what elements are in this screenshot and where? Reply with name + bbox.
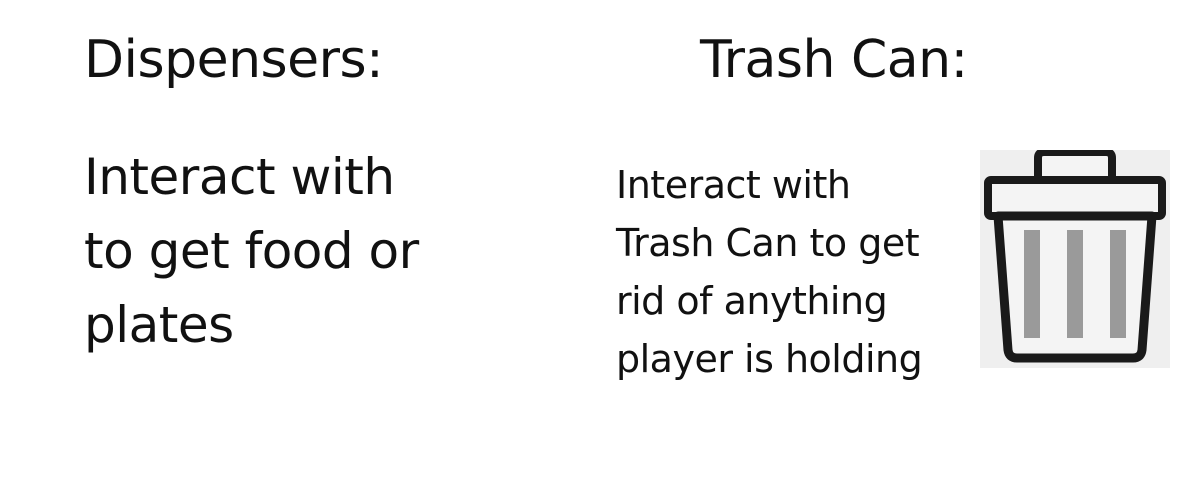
lid-handle (1038, 152, 1112, 180)
trash-can-icon (980, 150, 1170, 368)
dispensers-line-1: Interact with (84, 148, 395, 206)
trash-can-heading: Trash Can: (700, 30, 968, 90)
can-stripe (1067, 230, 1083, 338)
can-stripe (1110, 230, 1126, 338)
trash-can-line-3: rid of anything (616, 279, 888, 323)
trash-can-line-2: Trash Can to get (616, 221, 920, 265)
trash-can-line-1: Interact with (616, 163, 851, 207)
can-stripe (1024, 230, 1040, 338)
trash-can-description (616, 156, 922, 388)
dispensers-line-2: to get food or (84, 222, 419, 280)
trash-can-line-4: player is holding (616, 337, 923, 381)
lid (988, 180, 1162, 216)
dispensers-line-3: plates (84, 296, 234, 354)
dispensers-heading: Dispensers: (84, 30, 384, 90)
dispensers-description (84, 140, 419, 362)
